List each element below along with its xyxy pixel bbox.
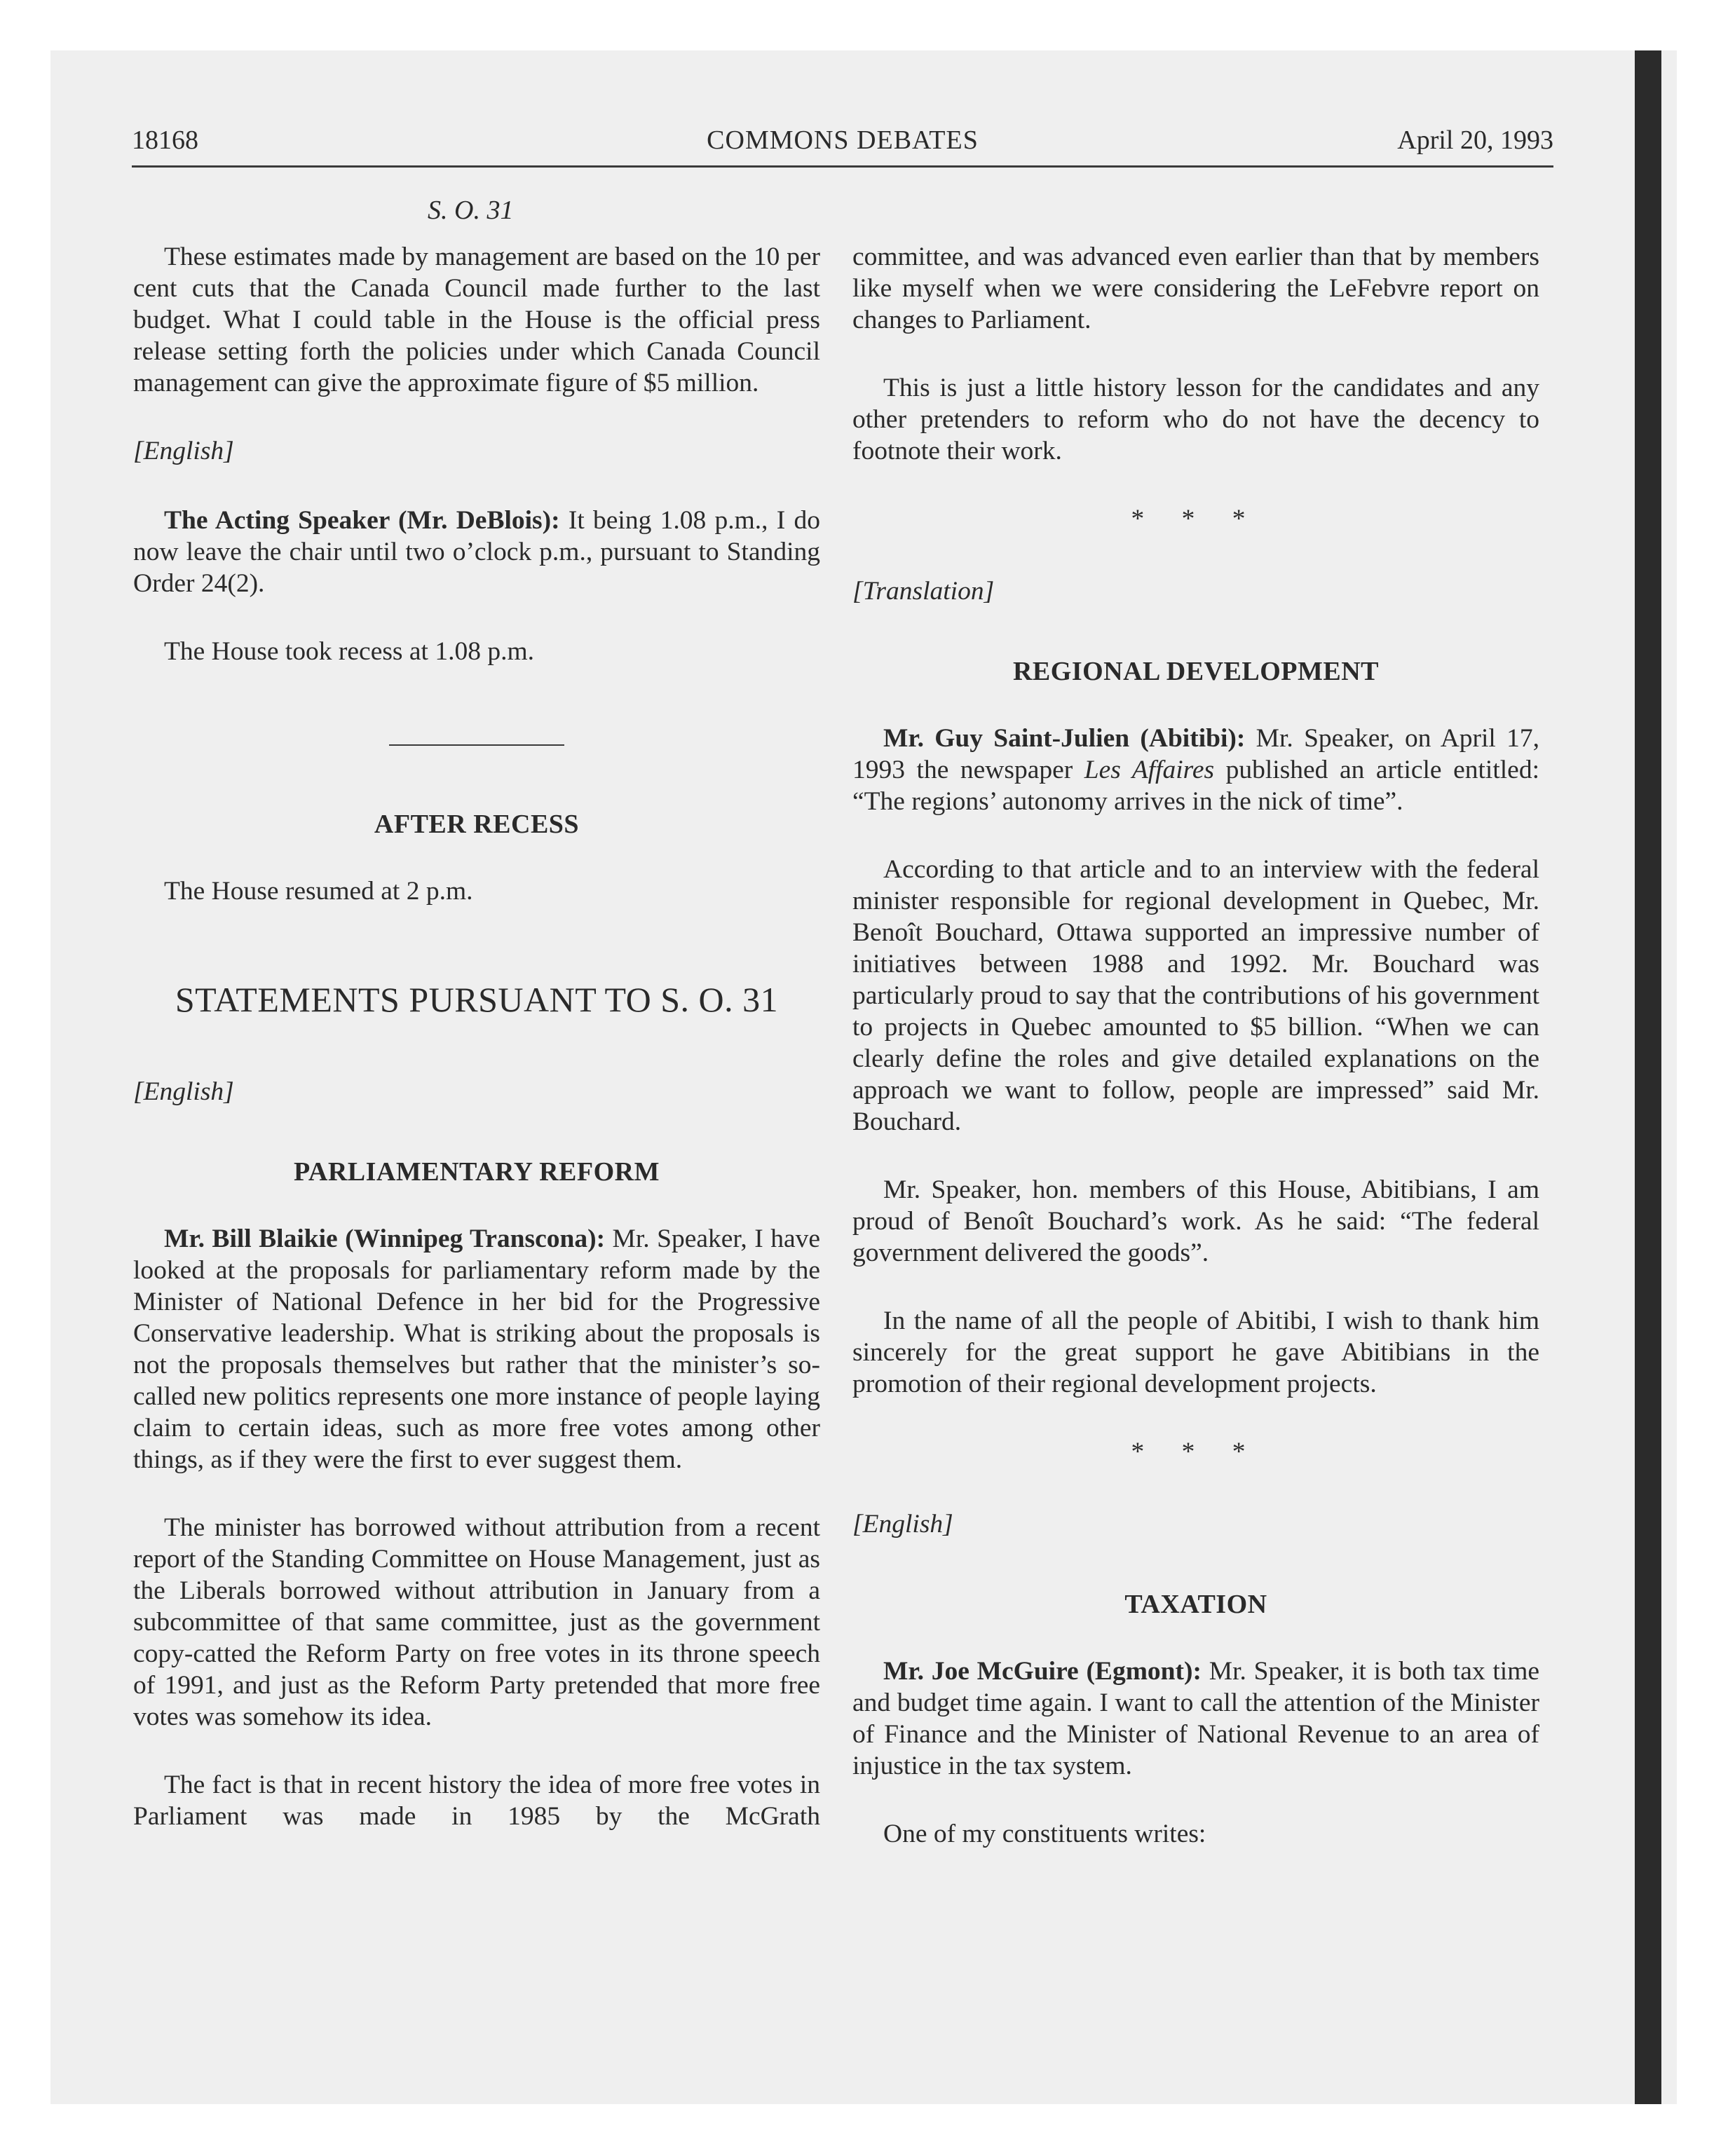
paragraph-according: According to that article and to an interview with the federal minister responsible for regional development in Quebec, Mr. Benoît Bouchard, Ottawa supported an impressive number of initiatives between 1988 and 1992. Mr. Bouchard was particularly proud to say that the contributions of his government to projects in Quebec amounted to $5 billion. “When we can clearly define the roles and give detailed explanations on the approach we want to follow, people are impressed” said Mr. Bouchard. [852,855,1539,1136]
paragraph-proud: Mr. Speaker, hon. members of this House, Abitibians, I am proud of Benoît Bouchard’s work. As he said: “The federal government delivered the goods”. [852,1175,1539,1267]
header-rule [132,165,1553,168]
scan-edge-shadow [1635,50,1661,2104]
left-column [133,241,820,1869]
section-tag: S. O. 31 [428,196,514,225]
speaker-name: Mr. Joe McGuire (Egmont): [883,1657,1202,1686]
speaker-name: The Acting Speaker (Mr. DeBlois): [164,506,560,535]
paragraph-committee-continued: committee, and was advanced even earlier than that by members like myself when we were considering the LeFebvre report on changes to Parliament. [852,243,1539,334]
speaker-name: Mr. Bill Blaikie (Winnipeg Transcona): [164,1224,606,1253]
language-tag: [English] [133,437,234,465]
paragraph-fact: The fact is that in recent history the idea of more free votes in Parliament was made in 1985 by the McGrath [133,1770,820,1831]
speech-text: It being 1.08 p.m., I do now leave the chair until two o’clock p.m., pursuant to Standing Order 24(2). [133,506,820,598]
speech-text: Mr. Speaker, it is both tax time and budget time again. I want to call the attention of the Minister of Finance and the Minister of National Revenue to an area of injustice in the tax system. [852,1657,1540,1780]
regional-development-heading: REGIONAL DEVELOPMENT [1012,657,1380,686]
paragraph-estimates: These estimates made by management are based on the 10 per cent cuts that the Canada Council made further to the last budget. What I could table in the House is the official press release setting forth the policies under which Canada Council management can give the approximate figure of $5 million. [133,243,820,397]
page-number: 18168 [132,125,198,155]
resumed-note: The House resumed at 2 p.m. [164,877,473,906]
header-date: April 20, 1993 [1397,125,1553,155]
speaker-name: Mr. Guy Saint-Julien (Abitibi): [883,724,1246,753]
speech-text: published an article entitled: “The regions’ autonomy arrives in the nick of time”. [852,756,1539,816]
paragraph-minister-borrowed: The minister has borrowed without attribution from a recent report of the Standing Committee on House Management, just as the Liberals borrowed without attribution in January from a subcommittee of that same committee, just as the government copy-catted the Reform Party on free votes in its throne speech of 1991, and just as the Reform Party pretended that more free votes was somehow its idea. [133,1513,820,1731]
paragraph-thank: In the name of all the people of Abitibi, I wish to thank him sincerely for the great support he gave Abitibians in the promotion of their regional development projects. [852,1306,1539,1398]
after-recess-heading: AFTER RECESS [374,810,580,839]
paragraph-blaikie [133,1223,820,1475]
taxation-heading: TAXATION [1124,1590,1267,1619]
statements-heading: STATEMENTS PURSUANT TO S. O. 31 [175,980,779,1019]
speech-text: Mr. Speaker, on April 17, 1993 the newspaper [852,724,1540,784]
speech-text: Mr. Speaker, I have looked at the proposals for parliamentary reform made by the Minister of National Defence in her bid for the Progressive Conservative leadership. What is striking about the proposals is not the proposals themselves but rather that the minister’s so-called new politics represents one more instance of people laying claim to certain ideas, such as more free votes among other things, as if they were the first to ever suggest them. [133,1224,820,1474]
page-header [132,125,1553,167]
language-tag: [English] [133,1077,234,1106]
section-separator-stars: * * * [1131,505,1261,533]
paragraph-constituent: One of my constituents writes: [883,1820,1206,1848]
section-separator-stars: * * * [1131,1438,1261,1466]
language-tag: [Translation] [852,577,995,606]
newspaper-title: Les Affaires [1084,756,1215,784]
section-divider [389,744,564,746]
paragraph-saint-julien [852,723,1539,817]
parliamentary-reform-heading: PARLIAMENTARY REFORM [294,1157,660,1187]
publication-title: COMMONS DEBATES [707,125,979,155]
paragraph-history-lesson: This is just a little history lesson for the candidates and any other pretenders to reform who do not have the decency to footnote their work. [852,374,1539,465]
paragraph-mcguire [852,1656,1539,1782]
right-column [852,241,1539,1886]
paragraph-acting-speaker [133,505,820,599]
recess-note: The House took recess at 1.08 p.m. [164,637,535,666]
language-tag: [English] [852,1510,953,1538]
